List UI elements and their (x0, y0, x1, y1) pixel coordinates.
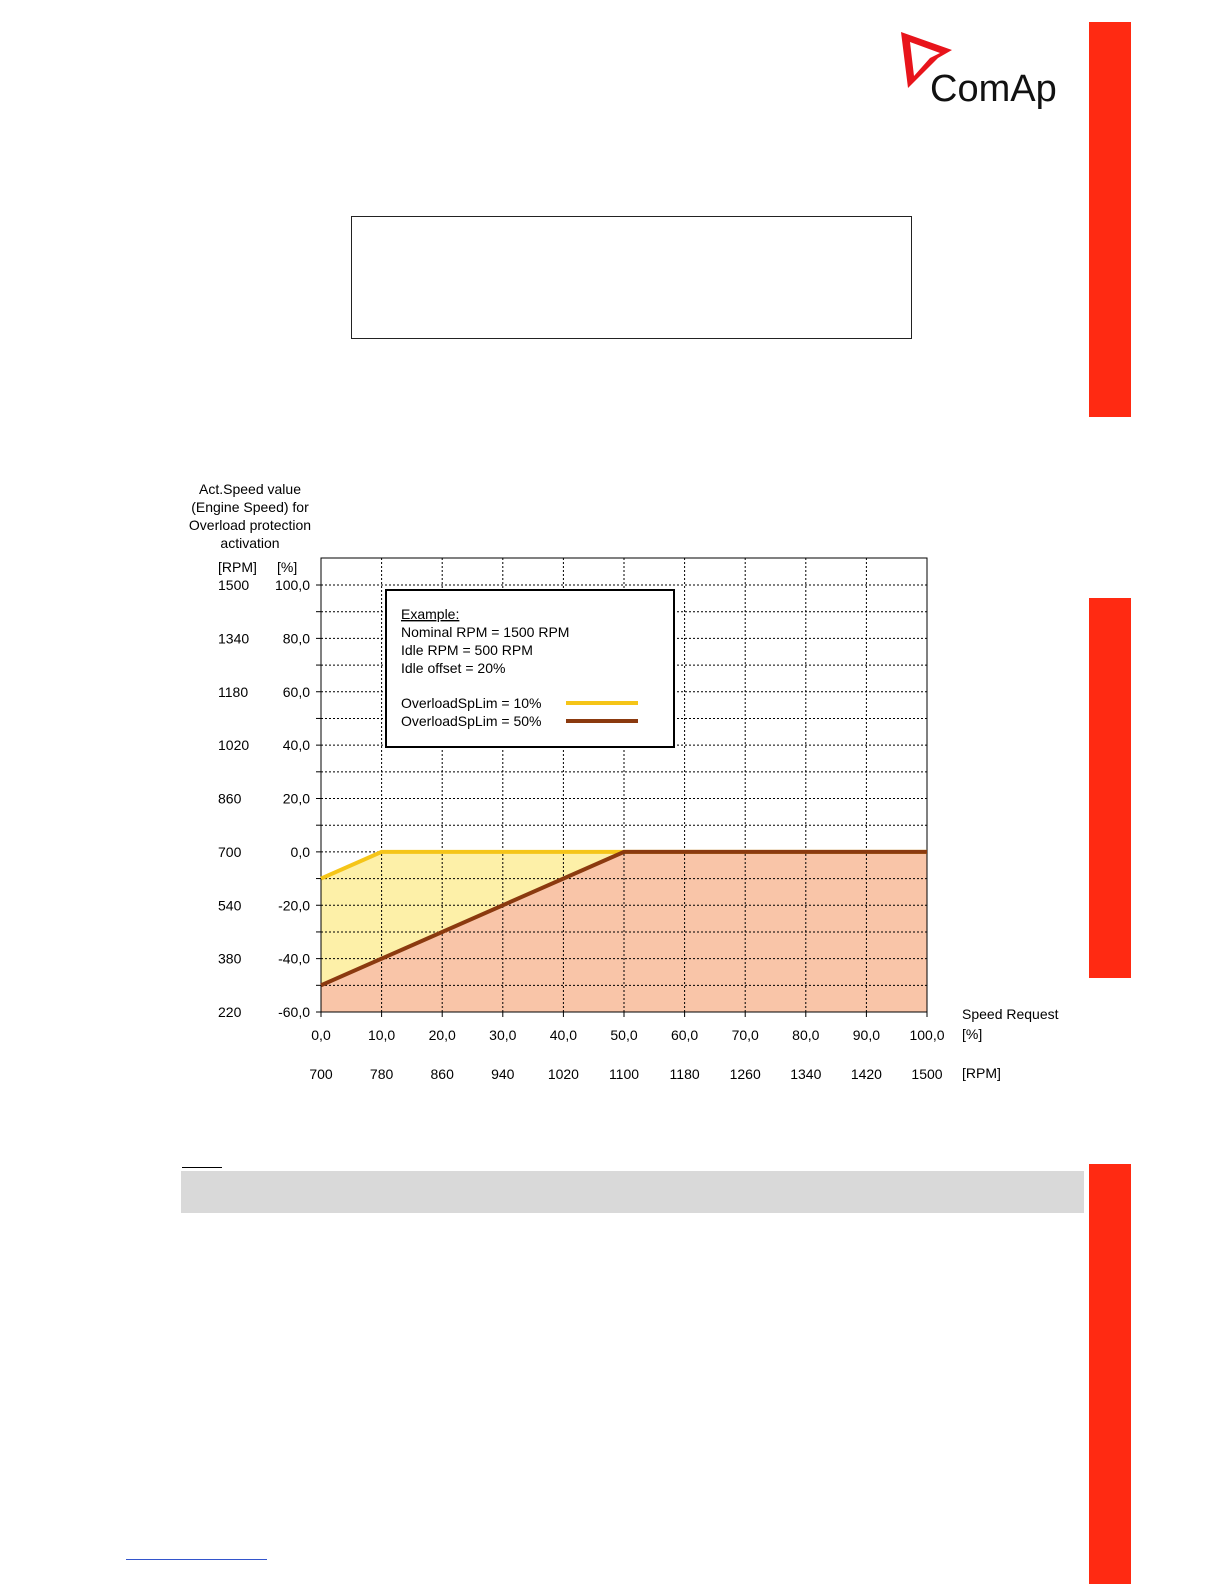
logo-text: ComAp (930, 68, 1057, 110)
y-tick-label-rpm: 1180 (218, 683, 249, 700)
y-axis-label-line: Overload protection (188, 517, 312, 533)
y-tick-label-pct: 80,0 (282, 630, 310, 647)
y-tick-label-rpm: 1340 (218, 630, 250, 647)
x-tick-label-rpm: 700 (309, 1066, 333, 1082)
x-tick-label-rpm: 1020 (547, 1066, 579, 1082)
x-tick-label-rpm: 1180 (669, 1066, 700, 1082)
x-tick-label-pct: 50,0 (610, 1027, 638, 1043)
y-tick-label-pct: 60,0 (282, 683, 310, 700)
x-tick-label-pct: 80,0 (792, 1027, 820, 1043)
y-axis-label-line: (Engine Speed) for (191, 499, 309, 515)
note-box (181, 1171, 1084, 1213)
legend-info-line: Idle offset = 20% (401, 660, 506, 676)
x-tick-label-rpm: 1260 (729, 1066, 761, 1082)
x-tick-label-rpm: 860 (430, 1066, 454, 1082)
legend-info-line: Idle RPM = 500 RPM (401, 642, 533, 658)
footer-link-underline[interactable] (126, 1559, 267, 1560)
y-tick-label-pct: 0,0 (290, 843, 310, 860)
y-axis-label-line: Act.Speed value (199, 481, 301, 497)
x-tick-label-pct: 0,0 (311, 1027, 331, 1043)
x-tick-label-pct: 30,0 (489, 1027, 517, 1043)
x-tick-label-pct: 60,0 (670, 1027, 699, 1043)
y-tick-label-pct: 100,0 (274, 577, 310, 593)
x-tick-label-pct: 40,0 (549, 1027, 578, 1043)
x-tick-label-pct: 90,0 (852, 1027, 881, 1043)
y-tick-label-rpm: 220 (218, 1004, 242, 1020)
x-tick-label-rpm: 1420 (850, 1066, 882, 1082)
y-tick-label-pct: -40,0 (278, 950, 310, 967)
x-tick-label-pct: 100,0 (909, 1027, 945, 1043)
x-tick-label-rpm: 780 (369, 1066, 394, 1082)
y-unit-pct: [%] (277, 559, 298, 575)
y-tick-label-rpm: 540 (218, 897, 242, 914)
x-tick-label-rpm: 1340 (790, 1066, 822, 1082)
x-tick-label-rpm: 1100 (608, 1066, 640, 1082)
note-separator (182, 1167, 222, 1168)
x-axis-rpm-unit: [RPM] (962, 1065, 1001, 1081)
x-tick-label-rpm: 940 (491, 1066, 515, 1082)
legend-entry-label: OverloadSpLim = 50% (401, 713, 542, 729)
legend-info-line: Nominal RPM = 1500 RPM (401, 624, 570, 640)
y-axis-label-line: activation (220, 535, 280, 551)
x-axis-label-line: Speed Request (962, 1006, 1059, 1022)
x-tick-label-pct: 70,0 (731, 1027, 759, 1043)
y-tick-label-rpm: 700 (218, 843, 242, 860)
y-tick-label-pct: -60,0 (278, 1004, 310, 1020)
y-tick-label-rpm: 380 (218, 950, 242, 967)
x-tick-label-pct: 10,0 (367, 1027, 396, 1043)
y-tick-label-pct: 20,0 (282, 790, 310, 807)
y-tick-label-pct: -20,0 (278, 897, 310, 914)
y-tick-label-rpm: 1500 (218, 577, 250, 593)
legend-title: Example: (401, 606, 460, 622)
x-tick-label-rpm: 1500 (911, 1066, 943, 1082)
y-tick-label-rpm: 1020 (218, 737, 250, 754)
y-unit-rpm: [RPM] (218, 559, 257, 575)
legend-entry-label: OverloadSpLim = 10% (401, 695, 542, 711)
y-tick-label-rpm: 860 (218, 790, 242, 807)
y-tick-label-pct: 40,0 (282, 737, 310, 754)
x-axis-label-line: [%] (962, 1026, 983, 1042)
x-tick-label-pct: 20,0 (428, 1027, 456, 1043)
